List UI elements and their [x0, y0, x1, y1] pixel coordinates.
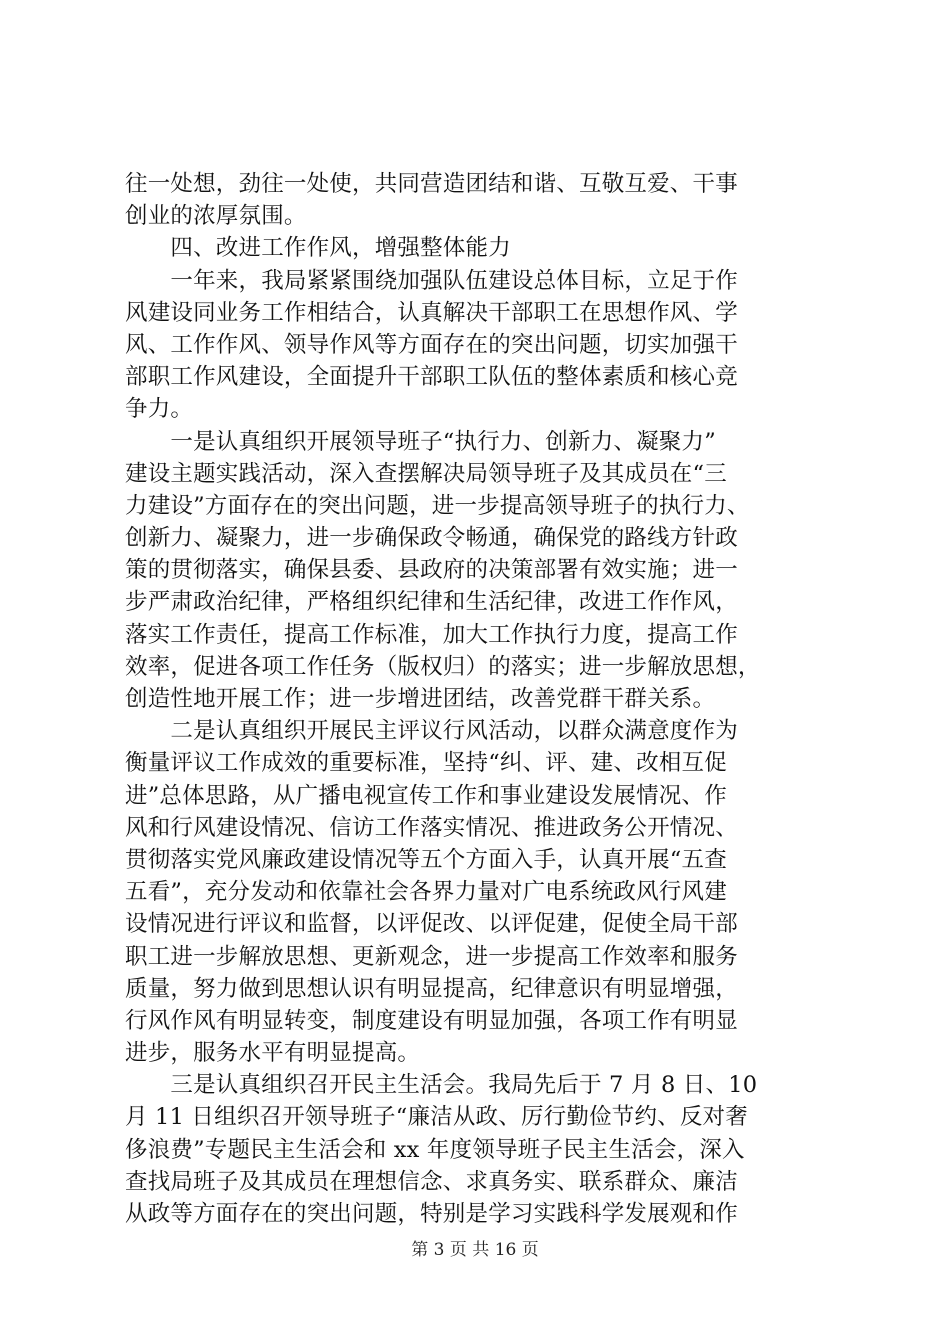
- text-line: 设情况进行评议和监督，以评促改、以评促建，促使全局干部: [125, 911, 738, 938]
- text-line: 进步，服务水平有明显提高。: [125, 1040, 421, 1067]
- text-line: 四、改进工作作风，增强整体能力: [125, 235, 511, 262]
- text-line: 风、工作作风、领导作风等方面存在的突出问题，切实加强干: [125, 331, 738, 358]
- text-line: 一年来，我局紧紧围绕加强队伍建设总体目标，立足于作: [125, 267, 738, 294]
- text-line: 行风作风有明显转变，制度建设有明显加强，各项工作有明显: [125, 1007, 738, 1034]
- body-text: [125, 168, 830, 1230]
- text-line: 建设主题实践活动，深入查摆解决局领导班子及其成员在“三: [125, 460, 727, 487]
- text-line: 一是认真组织开展领导班子“执行力、创新力、凝聚力”: [125, 428, 716, 455]
- text-line: 五看”，充分发动和依靠社会各界力量对广电系统政风行风建: [125, 879, 727, 906]
- text-line: 落实工作责任，提高工作标准，加大工作执行力度，提高工作: [125, 621, 738, 648]
- text-line: 创新力、凝聚力，进一步确保政令畅通，确保党的路线方针政: [125, 525, 738, 552]
- text-line: 步严肃政治纪律，严格组织纪律和生活纪律，改进工作作风，: [125, 589, 738, 616]
- text-line: 职工进一步解放思想、更新观念，进一步提高工作效率和服务: [125, 943, 738, 970]
- text-line: 创业的浓厚氛围。: [125, 203, 307, 230]
- text-line: 风和行风建设情况、信访工作落实情况、推进政务公开情况、: [125, 814, 738, 841]
- text-line: 效率，促进各项工作任务（版权归）的落实；进一步解放思想，: [125, 653, 761, 680]
- text-line: 衡量评议工作成效的重要标准，坚持“纠、评、建、改相互促: [125, 750, 727, 777]
- text-line: 策的贯彻落实，确保县委、县政府的决策部署有效实施；进一: [125, 557, 738, 584]
- text-line: 三是认真组织召开民主生活会。我局先后于 7 月 8 日、10: [125, 1072, 758, 1099]
- text-line: 争力。: [125, 396, 194, 423]
- text-line: 风建设同业务工作相结合，认真解决干部职工在思想作风、学: [125, 299, 738, 326]
- text-line: 往一处想，劲往一处使，共同营造团结和谐、互敬互爱、干事: [125, 171, 738, 197]
- text-line: 贯彻落实党风廉政建设情况等五个方面入手，认真开展“五查: [125, 846, 727, 873]
- text-line: 力建设”方面存在的突出问题，进一步提高领导班子的执行力、: [125, 492, 750, 519]
- text-line: 质量，努力做到思想认识有明显提高，纪律意识有明显增强，: [125, 975, 738, 1002]
- text-line: 侈浪费”专题民主生活会和 xx 年度领导班子民主生活会，深入: [125, 1136, 745, 1163]
- text-line: 查找局班子及其成员在理想信念、求真务实、联系群众、廉洁: [125, 1168, 738, 1195]
- text-line: 创造性地开展工作；进一步增进团结，改善党群干群关系。: [125, 686, 716, 712]
- text-line: 从政等方面存在的突出问题，特别是学习实践科学发展观和作: [125, 1201, 738, 1227]
- page-footer: 第 3 页 共 16 页: [411, 1240, 539, 1260]
- text-line: 部职工作风建设，全面提升干部职工队伍的整体素质和核心竞: [125, 364, 738, 391]
- text-line: 进”总体思路，从广播电视宣传工作和事业建设发展情况、作: [125, 782, 727, 809]
- text-line: 二是认真组织开展民主评议行风活动，以群众满意度作为: [125, 718, 738, 745]
- text-line: 月 11 日组织召开领导班子“廉洁从政、厉行勤俭节约、反对奢: [125, 1104, 748, 1131]
